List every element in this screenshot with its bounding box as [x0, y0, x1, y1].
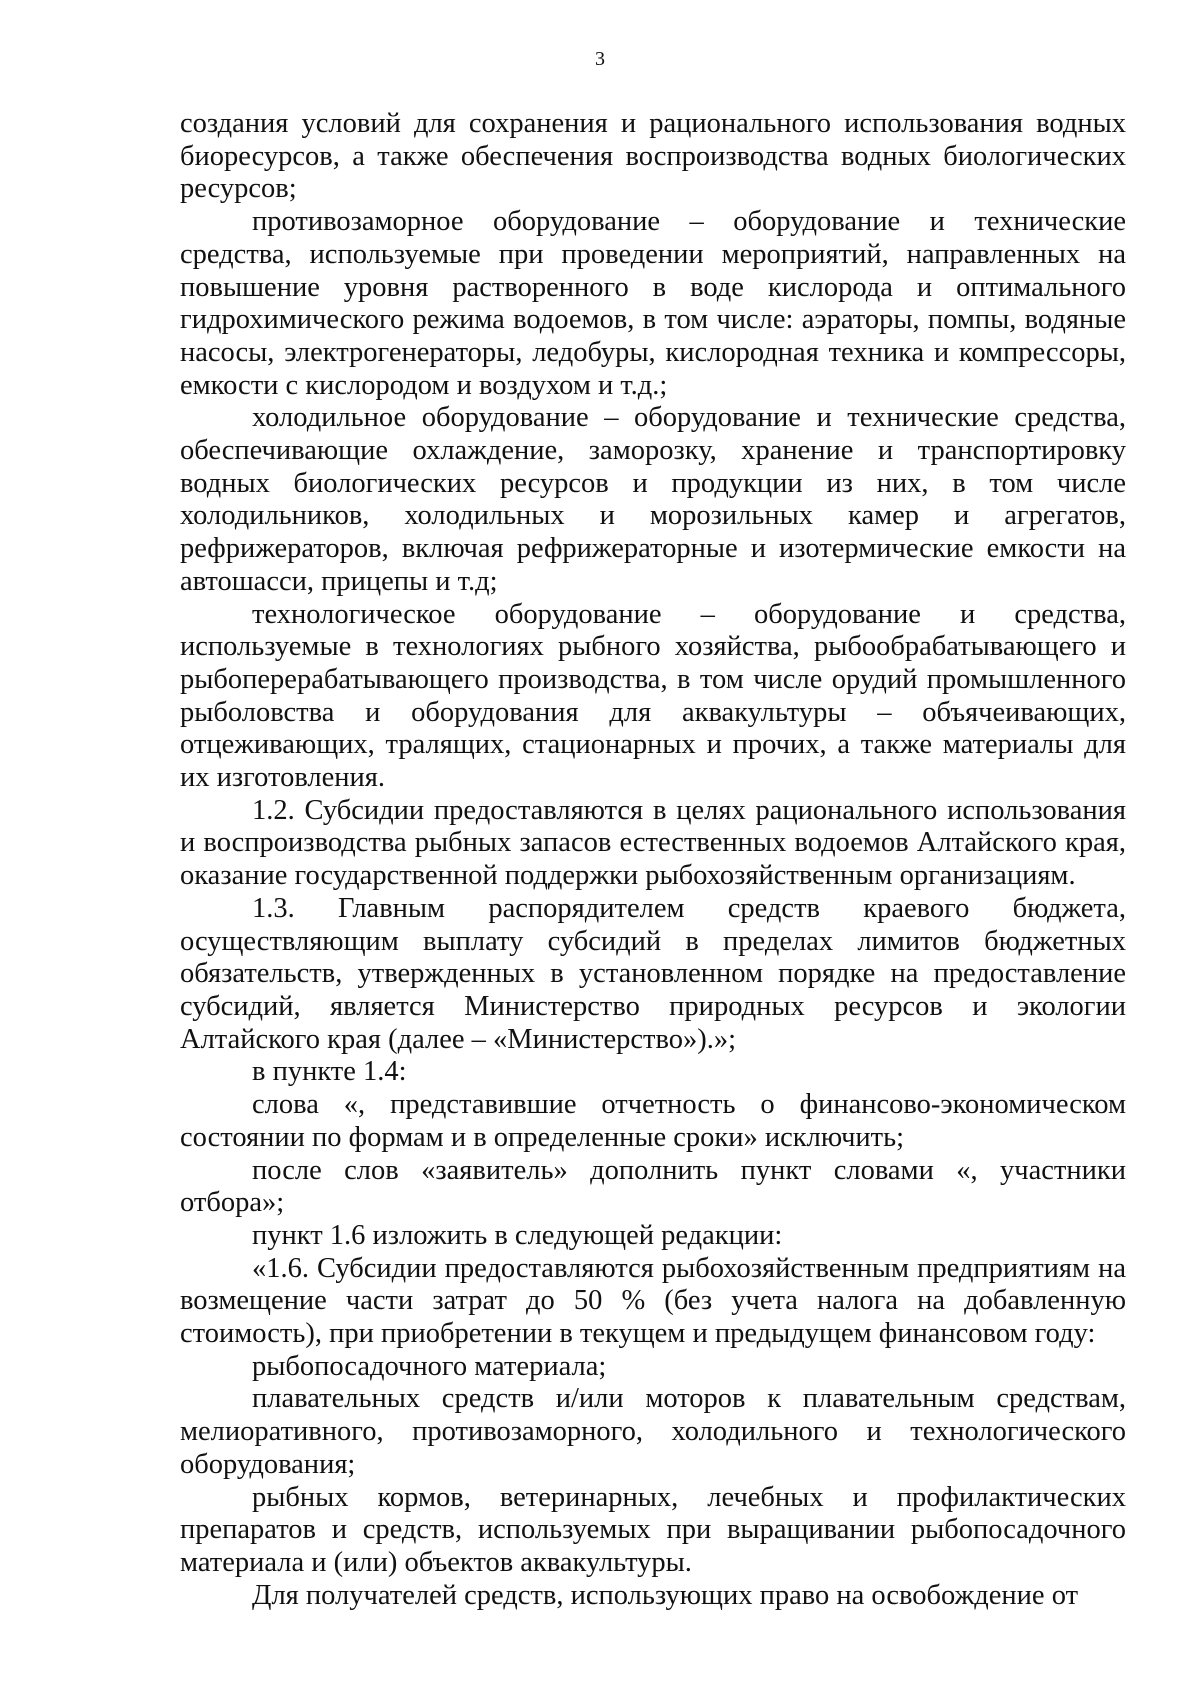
paragraph-recipients-exemption: Для получателей средств, использующих право на освобождение от [252, 1579, 1079, 1611]
paragraph-1-6: «1.6. Субсидии предоставляются рыбохозяйственным предприятиям на возмещение части затрат до 50 % (без учета налога на добавленную стоимость), при приобретении в текущем и предыдущем финансовом году: [180, 1252, 1126, 1350]
page-number: 3 [595, 48, 605, 70]
paragraph-words-exclude: слова «, представившие отчетность о финансово-экономическом состоянии по формам и в определенные сроки» исключить; [180, 1089, 1126, 1153]
document-body [180, 108, 1126, 1612]
paragraph-stocking-material: рыбопосадочного материала; [252, 1350, 607, 1382]
paragraph-fish-feed: рыбных кормов, ветеринарных, лечебных и профилактических препаратов и средств, используемых при выращивании рыбопосадочного материала и (или) объектов аквакультуры. [180, 1481, 1126, 1578]
paragraph-item-1-4: в пункте 1.4: [252, 1056, 407, 1088]
paragraph-anti-suffocation-equipment: противозаморное оборудование – оборудование и технические средства, используемые при проведении мероприятий, направленных на повышение уровня растворенного в воде кислорода и оптимального гидрохимического режима водоемов, в том числе: аэраторы, помпы, водяные насосы, электрогенераторы, ледобуры, кислородная техника и компрессоры, емкости с кислородом и воздухом и т.д.; [180, 206, 1126, 401]
paragraph-after-words: после слов «заявитель» дополнить пункт словами «, участники отбора»; [180, 1154, 1126, 1219]
paragraph-1-3: 1.3. Главным распорядителем средств краевого бюджета, осуществляющим выплату субсидий в пределах лимитов бюджетных обязательств, утвержденных в установленном порядке на предоставление субсидий, является Министерство природных ресурсов и экологии Алтайского края (далее – «Министерство»).»; [180, 892, 1126, 1055]
paragraph-continuation: создания условий для сохранения и рационального использования водных биоресурсов, а также обеспечения воспроизводства водных биологических ресурсов; [180, 108, 1126, 205]
paragraph-item-1-6-intro: пункт 1.6 изложить в следующей редакции: [252, 1219, 783, 1251]
paragraph-technological-equipment: технологическое оборудование – оборудование и средства, используемые в технологиях рыбного хозяйства, рыбообрабатывающего и рыбоперерабатывающего производства, в том числе орудий промышленного рыболовства и оборудования для аквакультуры – объячеивающих, отцеживающих, тралящих, стационарных и прочих, а также материалы для их изготовления. [180, 598, 1126, 794]
paragraph-1-2: 1.2. Субсидии предоставляются в целях рационального использования и воспроизводства рыбных запасов естественных водоемов Алтайского края, оказание государственной поддержки рыбохозяйственным организациям. [180, 794, 1126, 892]
paragraph-floating-means: плавательных средств и/или моторов к плавательным средствам, мелиоративного, противозаморного, холодильного и технологического оборудования; [180, 1383, 1126, 1480]
paragraph-refrigeration-equipment: холодильное оборудование – оборудование и технические средства, обеспечивающие охлаждение, заморозку, хранение и транспортировку водных биологических ресурсов и продукции из них, в том числе холодильников, холодильных и морозильных камер и агрегатов, рефрижераторов, включая рефрижераторные и изотермические емкости на автошасси, прицепы и т.д; [180, 402, 1126, 597]
